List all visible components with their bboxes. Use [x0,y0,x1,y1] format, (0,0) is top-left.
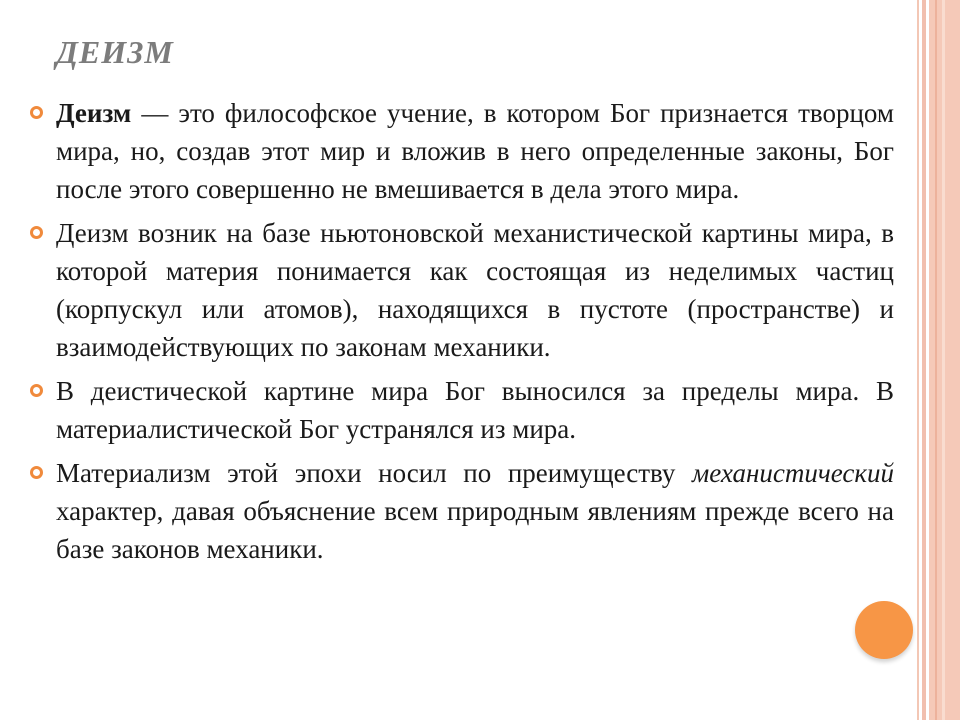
bullet-text: Деизм возник на базе ньютоновской механистической картины мира, в которой материя понимается как состоящая из неделимых частиц (корпускул или атомов), находящихся в пустоте (пространстве) и взаимодействующих по законам механики. [56,218,894,362]
bullet-item [56,454,894,568]
decorative-stripe [922,0,926,720]
bullet-term: Деизм [56,98,132,128]
bullet-text: Материализм этой эпохи носил по преимуществу [56,458,692,488]
decorative-stripe [935,0,937,720]
bullet-text: — это философское учение, в котором Бог признается творцом мира, но, создав этот мир и вложив в него определенные законы, Бог после этого совершенно не вмешивается в дела этого мира. [56,98,894,204]
bullet-emphasis: механистический [692,458,894,488]
bullet-item [56,214,894,366]
bullet-text: В деистической картине мира Бог выносился за пределы мира. В материалистической Бог устранялся из мира. [56,376,894,444]
bullet-ring-icon [30,466,43,479]
slide-title: ДЕИЗМ [56,34,174,70]
bullet-item [56,94,894,208]
bullet-ring-icon [30,384,43,397]
accent-circle-icon [855,601,913,659]
bullet-ring-icon [30,106,43,119]
decorative-stripe [942,0,945,720]
bullet-text: характер, давая объяснение всем природным явлениям прежде всего на базе законов механики. [56,496,894,564]
bullet-item [56,372,894,448]
bullet-list [56,94,894,574]
bullet-ring-icon [30,226,43,239]
decorative-stripe [917,0,919,720]
